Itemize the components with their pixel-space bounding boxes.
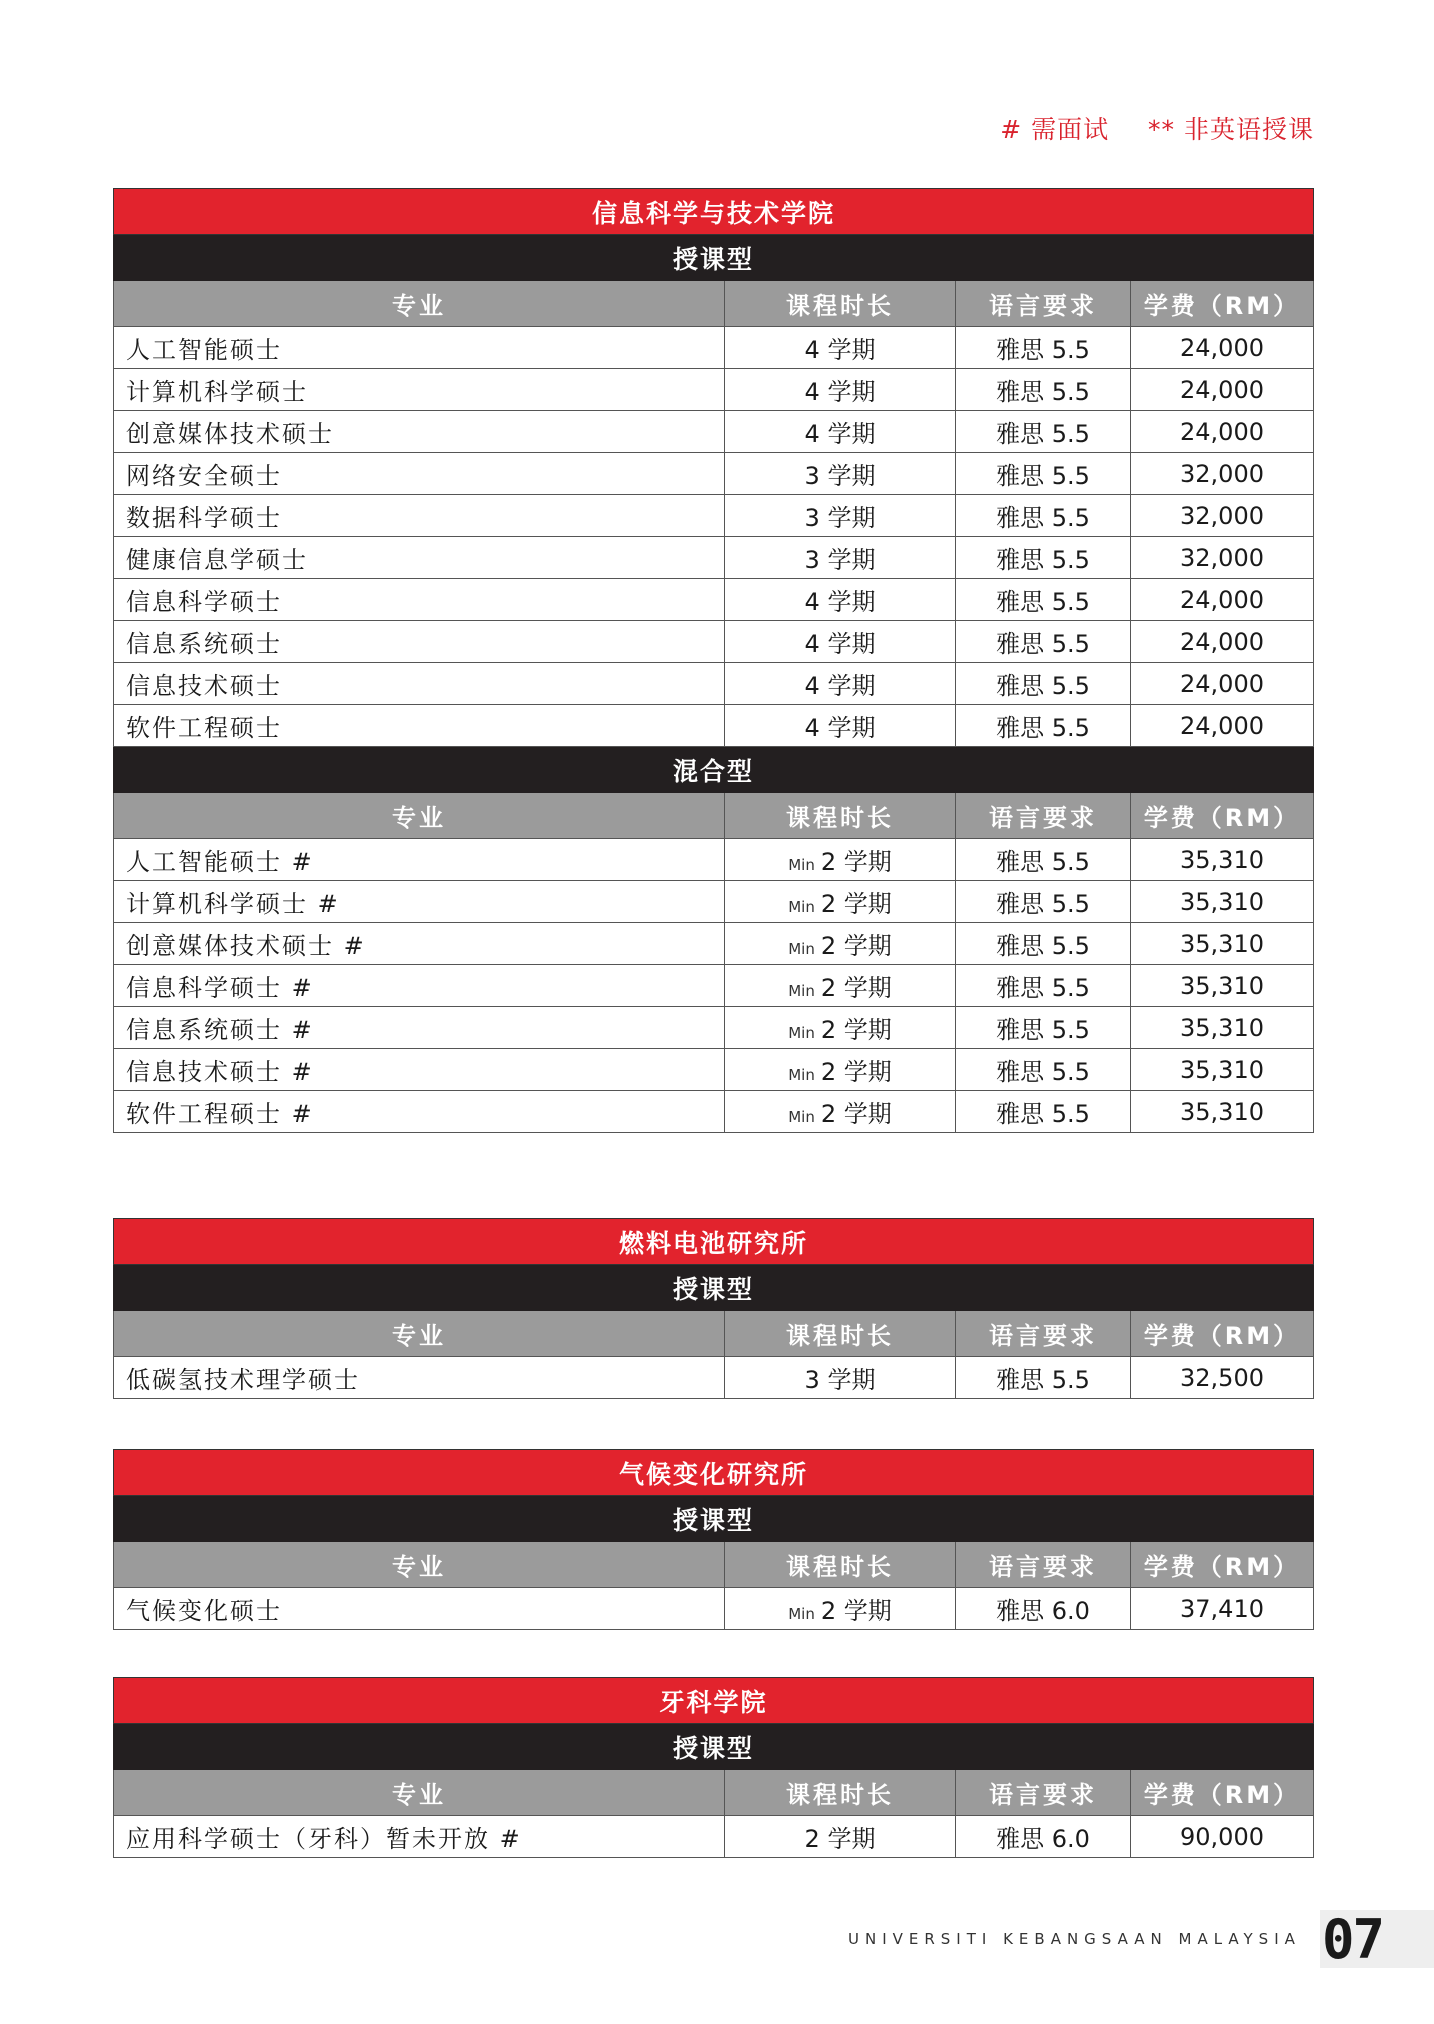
min-label: Min	[788, 1024, 815, 1042]
tuition-fee: 35,310	[1131, 923, 1314, 965]
duration-cell	[725, 1007, 956, 1049]
min-label: Min	[788, 856, 815, 874]
min-label: Min	[788, 1066, 815, 1084]
tuition-fee: 32,000	[1131, 495, 1314, 537]
program-name: 信息系统硕士 #	[114, 1007, 725, 1049]
table-row	[114, 881, 1314, 923]
table-row	[114, 579, 1314, 621]
duration-cell	[725, 663, 956, 705]
language-requirement: 雅思 5.5	[956, 327, 1131, 369]
table-row	[114, 1049, 1314, 1091]
column-header-language: 语言要求	[956, 1542, 1131, 1588]
program-name: 软件工程硕士	[114, 705, 725, 747]
duration-cell	[725, 839, 956, 881]
legend	[1000, 110, 1314, 146]
column-header-duration: 课程时长	[725, 793, 956, 839]
table-row	[114, 495, 1314, 537]
column-header-language: 语言要求	[956, 793, 1131, 839]
column-header-program: 专业	[114, 1542, 725, 1588]
language-requirement: 雅思 5.5	[956, 923, 1131, 965]
duration-value: 4 学期	[804, 714, 876, 742]
table-row	[114, 1588, 1314, 1630]
tuition-fee: 24,000	[1131, 411, 1314, 453]
duration-value: 2 学期	[820, 1058, 892, 1086]
duration-cell	[725, 327, 956, 369]
column-header-program: 专业	[114, 1311, 725, 1357]
duration-cell	[725, 923, 956, 965]
footer-university: UNIVERSITI KEBANGSAAN MALAYSIA	[848, 1930, 1301, 1948]
tuition-fee: 24,000	[1131, 663, 1314, 705]
language-requirement: 雅思 5.5	[956, 495, 1131, 537]
language-requirement: 雅思 5.5	[956, 663, 1131, 705]
language-requirement: 雅思 5.5	[956, 1091, 1131, 1133]
table-row	[114, 1007, 1314, 1049]
duration-value: 2 学期	[820, 890, 892, 918]
duration-cell	[725, 705, 956, 747]
language-requirement: 雅思 5.5	[956, 369, 1131, 411]
min-label: Min	[788, 898, 815, 916]
program-name: 网络安全硕士	[114, 453, 725, 495]
duration-value: 2 学期	[820, 1016, 892, 1044]
language-requirement: 雅思 5.5	[956, 453, 1131, 495]
min-label: Min	[788, 1108, 815, 1126]
language-requirement: 雅思 5.5	[956, 579, 1131, 621]
table-row	[114, 923, 1314, 965]
program-name: 气候变化硕士	[114, 1588, 725, 1630]
column-header-program: 专业	[114, 793, 725, 839]
column-header-program: 专业	[114, 281, 725, 327]
duration-value: 2 学期	[820, 932, 892, 960]
language-requirement: 雅思 5.5	[956, 1357, 1131, 1399]
table-row	[114, 1357, 1314, 1399]
legend-interview: # 需面试	[1000, 115, 1110, 144]
language-requirement: 雅思 5.5	[956, 537, 1131, 579]
tuition-fee: 32,500	[1131, 1357, 1314, 1399]
study-mode-title: 授课型	[114, 1724, 1314, 1770]
duration-value: 2 学期	[820, 848, 892, 876]
study-mode-title: 授课型	[114, 235, 1314, 281]
language-requirement: 雅思 5.5	[956, 705, 1131, 747]
tuition-fee: 24,000	[1131, 327, 1314, 369]
duration-cell	[725, 1091, 956, 1133]
duration-value: 2 学期	[820, 1597, 892, 1625]
language-requirement: 雅思 5.5	[956, 621, 1131, 663]
table-row	[114, 369, 1314, 411]
program-name: 应用科学硕士（牙科）暂未开放 #	[114, 1816, 725, 1858]
legend-non-english: ** 非英语授课	[1148, 115, 1314, 144]
column-header-fee: 学费（RM）	[1131, 793, 1314, 839]
tuition-fee: 35,310	[1131, 1007, 1314, 1049]
table-row	[114, 537, 1314, 579]
duration-cell	[725, 881, 956, 923]
duration-cell	[725, 1357, 956, 1399]
tuition-fee: 35,310	[1131, 965, 1314, 1007]
study-mode-title: 授课型	[114, 1265, 1314, 1311]
duration-value: 2 学期	[804, 1825, 876, 1853]
program-name: 信息技术硕士	[114, 663, 725, 705]
program-name: 计算机科学硕士	[114, 369, 725, 411]
table-row	[114, 965, 1314, 1007]
program-name: 低碳氢技术理学硕士	[114, 1357, 725, 1399]
duration-cell	[725, 1816, 956, 1858]
tuition-fee: 32,000	[1131, 537, 1314, 579]
tuition-fee: 35,310	[1131, 1091, 1314, 1133]
program-name: 人工智能硕士	[114, 327, 725, 369]
faculty-title: 信息科学与技术学院	[114, 189, 1314, 235]
duration-value: 4 学期	[804, 630, 876, 658]
duration-cell	[725, 495, 956, 537]
column-header-fee: 学费（RM）	[1131, 1770, 1314, 1816]
program-name: 创意媒体技术硕士 #	[114, 923, 725, 965]
duration-value: 4 学期	[804, 588, 876, 616]
language-requirement: 雅思 5.5	[956, 411, 1131, 453]
column-header-language: 语言要求	[956, 1770, 1131, 1816]
page-number: 07	[1322, 1908, 1384, 1971]
program-name: 数据科学硕士	[114, 495, 725, 537]
duration-value: 4 学期	[804, 378, 876, 406]
section-table	[113, 1218, 1313, 1399]
column-header-program: 专业	[114, 1770, 725, 1816]
duration-cell	[725, 1049, 956, 1091]
min-label: Min	[788, 940, 815, 958]
language-requirement: 雅思 6.0	[956, 1588, 1131, 1630]
programme-table	[113, 188, 1314, 1133]
duration-cell	[725, 965, 956, 1007]
duration-cell	[725, 579, 956, 621]
language-requirement: 雅思 5.5	[956, 839, 1131, 881]
duration-value: 3 学期	[804, 504, 876, 532]
column-header-fee: 学费（RM）	[1131, 281, 1314, 327]
duration-value: 4 学期	[804, 420, 876, 448]
duration-value: 2 学期	[820, 1100, 892, 1128]
language-requirement: 雅思 5.5	[956, 965, 1131, 1007]
programme-table	[113, 1449, 1314, 1630]
column-header-language: 语言要求	[956, 1311, 1131, 1357]
table-row	[114, 663, 1314, 705]
table-row	[114, 1091, 1314, 1133]
faculty-title: 牙科学院	[114, 1678, 1314, 1724]
language-requirement: 雅思 5.5	[956, 1007, 1131, 1049]
tuition-fee: 35,310	[1131, 839, 1314, 881]
duration-value: 2 学期	[820, 974, 892, 1002]
program-name: 信息科学硕士 #	[114, 965, 725, 1007]
program-name: 信息技术硕士 #	[114, 1049, 725, 1091]
column-header-language: 语言要求	[956, 281, 1131, 327]
program-name: 信息系统硕士	[114, 621, 725, 663]
table-row	[114, 1816, 1314, 1858]
program-name: 创意媒体技术硕士	[114, 411, 725, 453]
program-name: 计算机科学硕士 #	[114, 881, 725, 923]
table-row	[114, 621, 1314, 663]
duration-value: 4 学期	[804, 336, 876, 364]
column-header-duration: 课程时长	[725, 1311, 956, 1357]
section-table	[113, 1677, 1313, 1858]
programme-table	[113, 1677, 1314, 1858]
faculty-title: 气候变化研究所	[114, 1450, 1314, 1496]
min-label: Min	[788, 982, 815, 1000]
duration-cell	[725, 1588, 956, 1630]
program-name: 健康信息学硕士	[114, 537, 725, 579]
table-row	[114, 453, 1314, 495]
tuition-fee: 24,000	[1131, 621, 1314, 663]
tuition-fee: 24,000	[1131, 705, 1314, 747]
section-table	[113, 188, 1313, 1133]
tuition-fee: 90,000	[1131, 1816, 1314, 1858]
program-name: 人工智能硕士 #	[114, 839, 725, 881]
duration-cell	[725, 411, 956, 453]
column-header-duration: 课程时长	[725, 1542, 956, 1588]
language-requirement: 雅思 6.0	[956, 1816, 1131, 1858]
tuition-fee: 35,310	[1131, 1049, 1314, 1091]
programme-table	[113, 1218, 1314, 1399]
section-table	[113, 1449, 1313, 1630]
tuition-fee: 24,000	[1131, 579, 1314, 621]
language-requirement: 雅思 5.5	[956, 1049, 1131, 1091]
min-label: Min	[788, 1605, 815, 1623]
table-row	[114, 411, 1314, 453]
study-mode-title: 混合型	[114, 747, 1314, 793]
duration-value: 3 学期	[804, 462, 876, 490]
column-header-duration: 课程时长	[725, 1770, 956, 1816]
program-name: 信息科学硕士	[114, 579, 725, 621]
column-header-fee: 学费（RM）	[1131, 1542, 1314, 1588]
column-header-duration: 课程时长	[725, 281, 956, 327]
tuition-fee: 35,310	[1131, 881, 1314, 923]
duration-cell	[725, 621, 956, 663]
table-row	[114, 839, 1314, 881]
tuition-fee: 37,410	[1131, 1588, 1314, 1630]
program-name: 软件工程硕士 #	[114, 1091, 725, 1133]
duration-value: 3 学期	[804, 1366, 876, 1394]
column-header-fee: 学费（RM）	[1131, 1311, 1314, 1357]
duration-cell	[725, 537, 956, 579]
tuition-fee: 24,000	[1131, 369, 1314, 411]
duration-cell	[725, 369, 956, 411]
table-row	[114, 327, 1314, 369]
faculty-title: 燃料电池研究所	[114, 1219, 1314, 1265]
language-requirement: 雅思 5.5	[956, 881, 1131, 923]
table-row	[114, 705, 1314, 747]
duration-cell	[725, 453, 956, 495]
study-mode-title: 授课型	[114, 1496, 1314, 1542]
duration-value: 4 学期	[804, 672, 876, 700]
duration-value: 3 学期	[804, 546, 876, 574]
tuition-fee: 32,000	[1131, 453, 1314, 495]
